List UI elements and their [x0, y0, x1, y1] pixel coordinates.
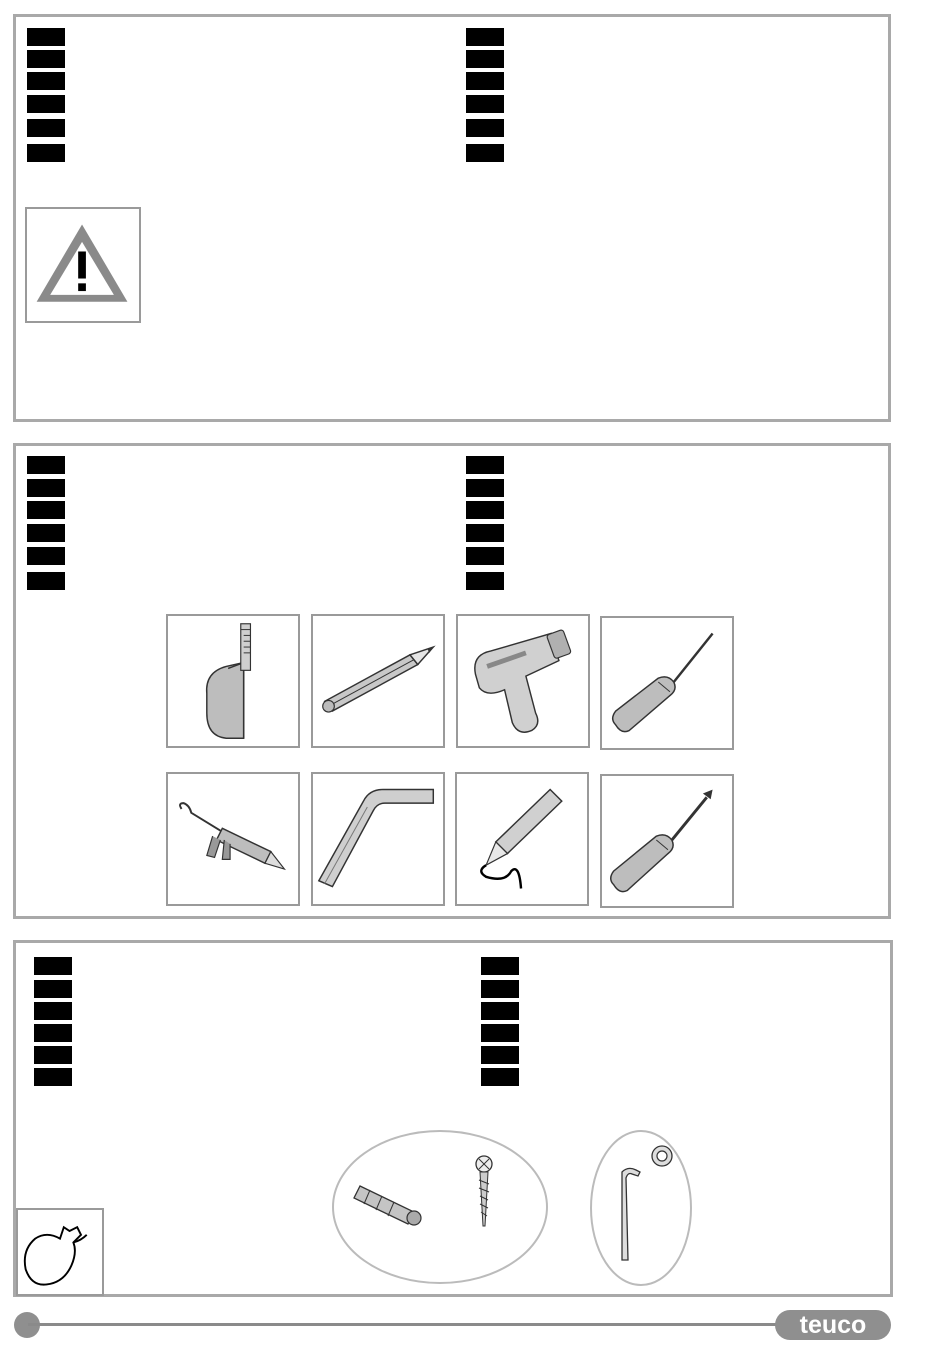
- language-label: [481, 1068, 519, 1086]
- language-label: [27, 524, 65, 542]
- language-label: [466, 479, 504, 497]
- language-label: [27, 479, 65, 497]
- language-label: [466, 524, 504, 542]
- language-label: [481, 957, 519, 975]
- language-label: [481, 1024, 519, 1042]
- marker-pen-icon: [455, 772, 589, 906]
- language-label: [27, 50, 65, 68]
- language-label: [27, 72, 65, 90]
- language-label: [466, 50, 504, 68]
- language-label: [481, 1002, 519, 1020]
- language-label: [466, 119, 504, 137]
- language-label: [34, 1024, 72, 1042]
- language-label: [466, 456, 504, 474]
- fixings-oval: [330, 1128, 550, 1286]
- safety-panel: [13, 14, 891, 422]
- language-label: [27, 456, 65, 474]
- hex-key-icon: [311, 772, 445, 906]
- language-label: [481, 980, 519, 998]
- parts-bag-icon: [16, 1208, 104, 1296]
- language-label: [27, 501, 65, 519]
- cap-icon: [652, 1146, 672, 1166]
- language-label: [466, 572, 504, 590]
- language-label: [466, 144, 504, 162]
- tape-measure-icon: [166, 614, 300, 748]
- allen-key-oval: [588, 1128, 694, 1288]
- language-label: [34, 1046, 72, 1064]
- language-label: [481, 1046, 519, 1064]
- language-label: [27, 547, 65, 565]
- language-label: [27, 95, 65, 113]
- language-label: [466, 28, 504, 46]
- footer-line: [28, 1323, 788, 1326]
- allen-key-icon: [622, 1168, 640, 1260]
- language-label: [34, 1068, 72, 1086]
- wall-plug-icon: [354, 1186, 421, 1225]
- screwdriver-icon: [600, 616, 734, 750]
- language-label: [466, 95, 504, 113]
- language-label: [466, 547, 504, 565]
- warning-triangle-icon: [25, 207, 141, 323]
- language-label: [34, 1002, 72, 1020]
- language-label: [27, 28, 65, 46]
- language-label: [27, 572, 65, 590]
- drill-icon: [456, 614, 590, 748]
- fixings-panel: [13, 940, 893, 1297]
- language-label: [34, 980, 72, 998]
- language-label: [27, 144, 65, 162]
- flat-screwdriver-icon: [600, 774, 734, 908]
- language-label: [466, 501, 504, 519]
- silicone-gun-icon: [166, 772, 300, 906]
- tools-panel: [13, 443, 891, 919]
- screw-icon: [476, 1156, 492, 1226]
- language-label: [466, 72, 504, 90]
- language-label: [34, 957, 72, 975]
- language-label: [27, 119, 65, 137]
- pencil-icon: [311, 614, 445, 748]
- brand-logo: teuco: [775, 1310, 891, 1340]
